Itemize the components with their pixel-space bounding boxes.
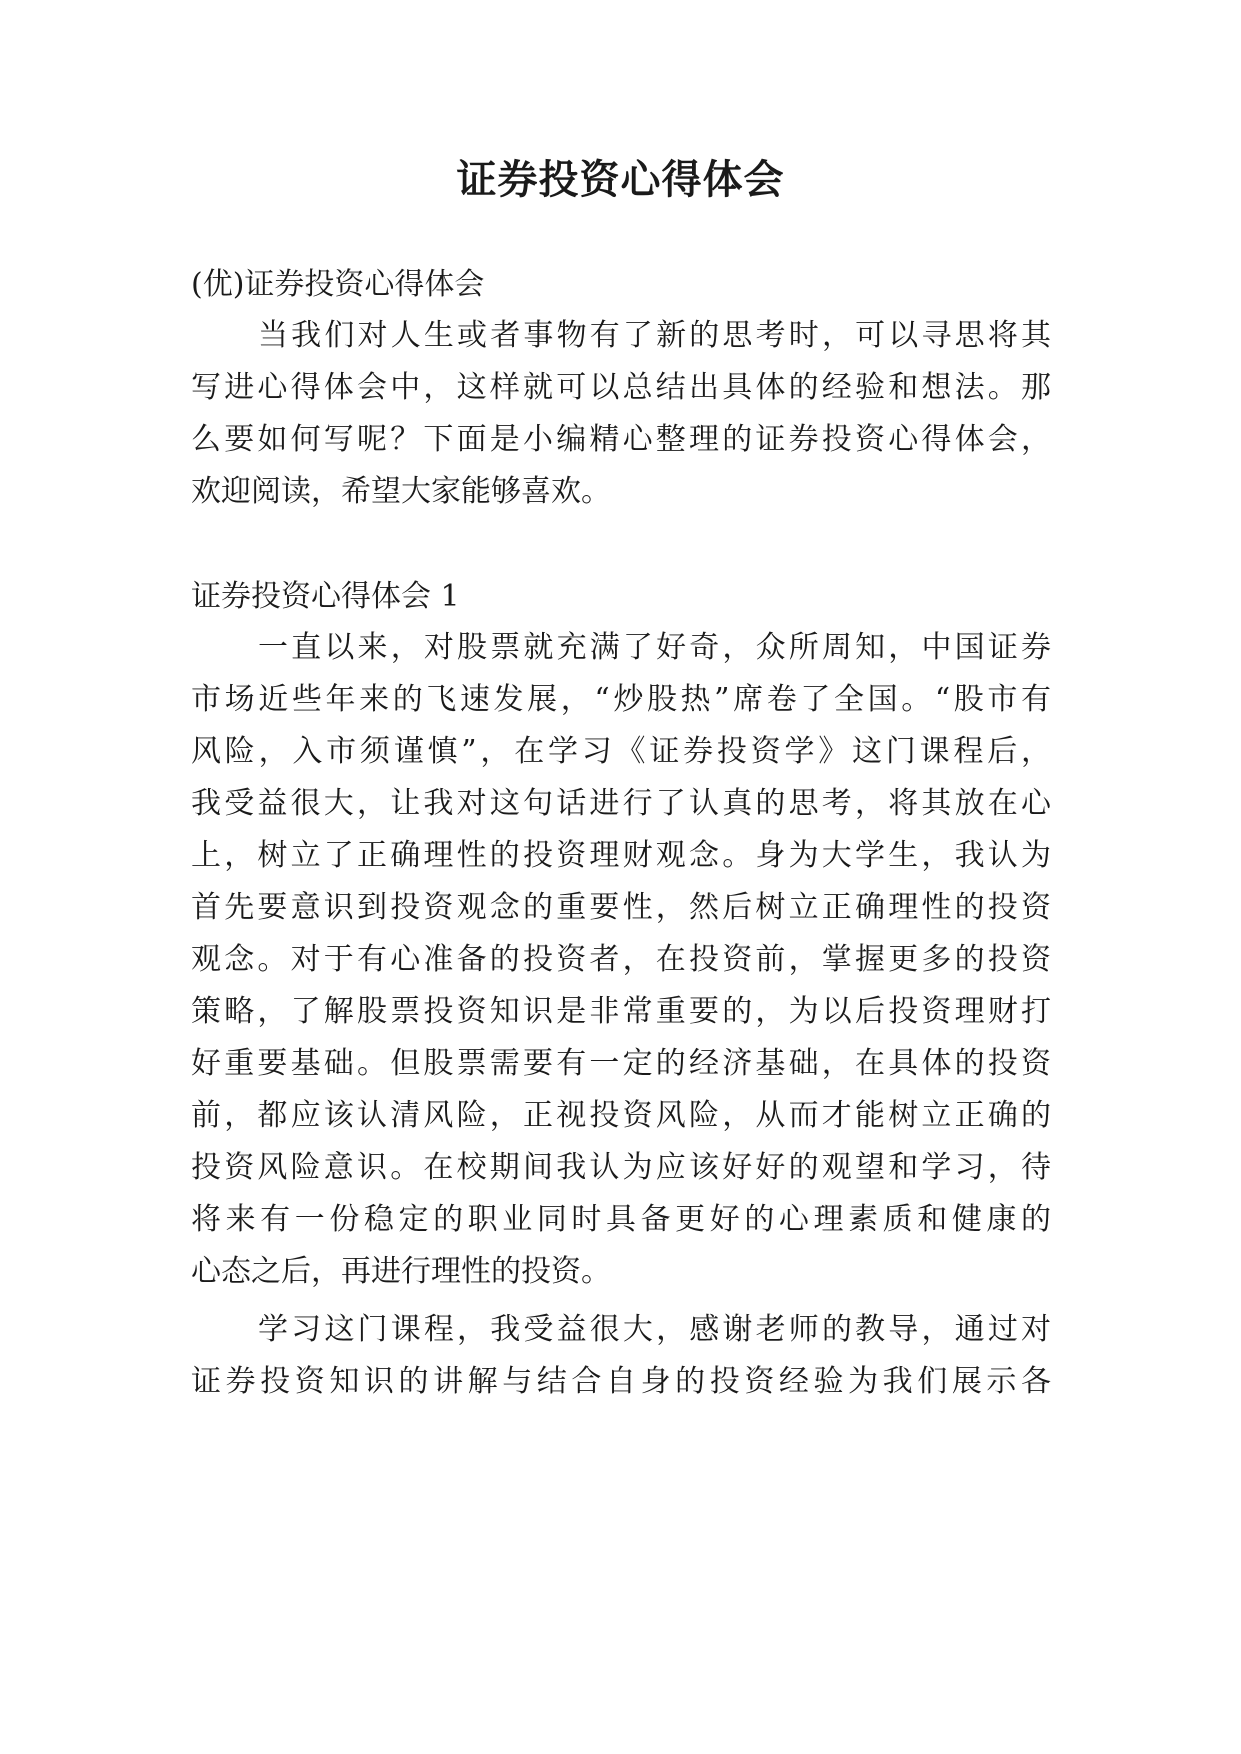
- intro-line: 写进心得体会中，这样就可以总结出具体的经验和想法。那: [191, 370, 1051, 405]
- body-line: 证券投资知识的讲解与结合自身的投资经验为我们展示各: [191, 1364, 1051, 1399]
- body-line: 风险，入市须谨慎”，在学习《证券投资学》这门课程后，: [191, 734, 1051, 769]
- intro-line: 么要如何写呢？下面是小编精心整理的证券投资心得体会，: [191, 422, 1051, 457]
- body-line: 前，都应该认清风险，正视投资风险，从而才能树立正确的: [191, 1098, 1051, 1133]
- body-line: 我受益很大，让我对这句话进行了认真的思考，将其放在心: [191, 786, 1051, 821]
- body-line: 心态之后，再进行理性的投资。: [191, 1254, 611, 1289]
- intro-line: 当我们对人生或者事物有了新的思考时，可以寻思将其: [258, 318, 1051, 353]
- body-line: 将来有一份稳定的职业同时具备更好的心理素质和健康的: [191, 1202, 1051, 1237]
- document-subtitle: (优)证券投资心得体会: [191, 267, 485, 302]
- body-line: 一直以来，对股票就充满了好奇，众所周知，中国证券: [258, 630, 1051, 665]
- body-line: 观念。对于有心准备的投资者，在投资前，掌握更多的投资: [191, 942, 1051, 977]
- body-line: 策略，了解股票投资知识是非常重要的，为以后投资理财打: [191, 994, 1051, 1029]
- body-line: 学习这门课程，我受益很大，感谢老师的教导，通过对: [258, 1312, 1051, 1347]
- body-line: 市场近些年来的飞速发展，“炒股热”席卷了全国。“股市有: [191, 682, 1051, 717]
- body-line: 投资风险意识。在校期间我认为应该好好的观望和学习，待: [191, 1150, 1051, 1185]
- document-title: 证券投资心得体会: [456, 156, 785, 203]
- body-line: 好重要基础。但股票需要有一定的经济基础，在具体的投资: [191, 1046, 1051, 1081]
- section-heading: 证券投资心得体会 1: [191, 579, 460, 614]
- body-line: 上，树立了正确理性的投资理财观念。身为大学生，我认为: [191, 838, 1051, 873]
- body-line: 首先要意识到投资观念的重要性，然后树立正确理性的投资: [191, 890, 1051, 925]
- intro-line: 欢迎阅读，希望大家能够喜欢。: [191, 474, 611, 509]
